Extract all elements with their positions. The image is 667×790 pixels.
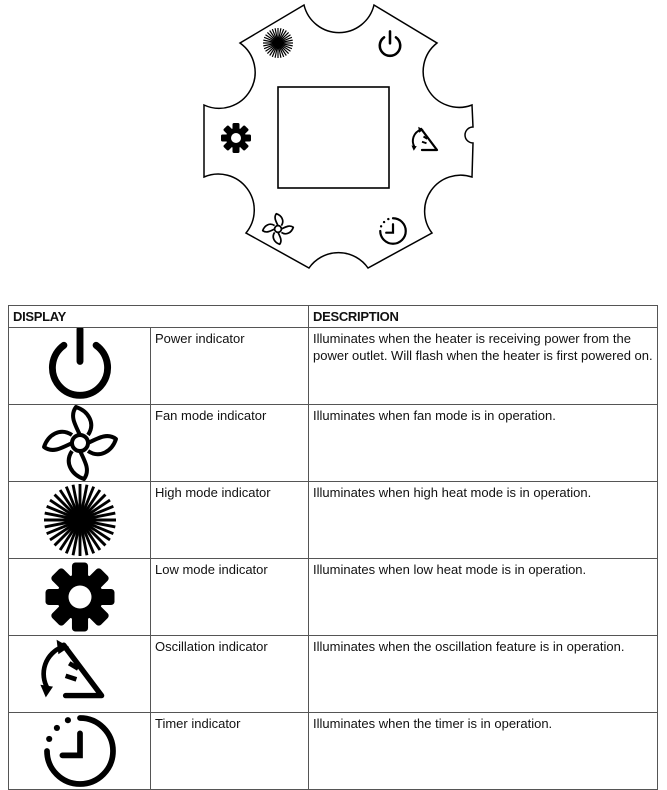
indicator-description: Illuminates when the timer is in operation. bbox=[309, 713, 658, 790]
power-icon bbox=[40, 328, 120, 404]
indicator-description: Illuminates when the heater is receiving power from the power outlet. Will flash when the heater is first powered on. bbox=[309, 328, 658, 405]
low-mode-gear-icon bbox=[221, 123, 251, 153]
display-window bbox=[278, 87, 389, 188]
low-mode-gear-icon bbox=[40, 559, 120, 635]
table-row bbox=[9, 559, 658, 636]
high-mode-sunburst-icon bbox=[40, 482, 120, 558]
indicator-label: High mode indicator bbox=[151, 482, 309, 559]
table-row bbox=[9, 482, 658, 559]
indicator-description: Illuminates when the oscillation feature is in operation. bbox=[309, 636, 658, 713]
indicator-label: Low mode indicator bbox=[151, 559, 309, 636]
table-row bbox=[9, 636, 658, 713]
fan-icon bbox=[40, 405, 120, 481]
oscillation-icon bbox=[40, 636, 120, 712]
table-row bbox=[9, 405, 658, 482]
indicator-description: Illuminates when fan mode is in operation. bbox=[309, 405, 658, 482]
table-header-row bbox=[9, 306, 658, 328]
indicator-label: Fan mode indicator bbox=[151, 405, 309, 482]
indicator-table bbox=[8, 305, 658, 790]
indicator-label: Oscillation indicator bbox=[151, 636, 309, 713]
indicator-description: Illuminates when low heat mode is in operation. bbox=[309, 559, 658, 636]
table-row bbox=[9, 328, 658, 405]
header-description: DESCRIPTION bbox=[309, 306, 658, 328]
header-display: DISPLAY bbox=[9, 306, 309, 328]
table-row bbox=[9, 713, 658, 790]
indicator-label: Power indicator bbox=[151, 328, 309, 405]
timer-icon bbox=[40, 713, 120, 789]
indicator-description: Illuminates when high heat mode is in operation. bbox=[309, 482, 658, 559]
indicator-label: Timer indicator bbox=[151, 713, 309, 790]
high-mode-sunburst-icon bbox=[263, 28, 293, 58]
control-panel-diagram bbox=[196, 0, 476, 275]
